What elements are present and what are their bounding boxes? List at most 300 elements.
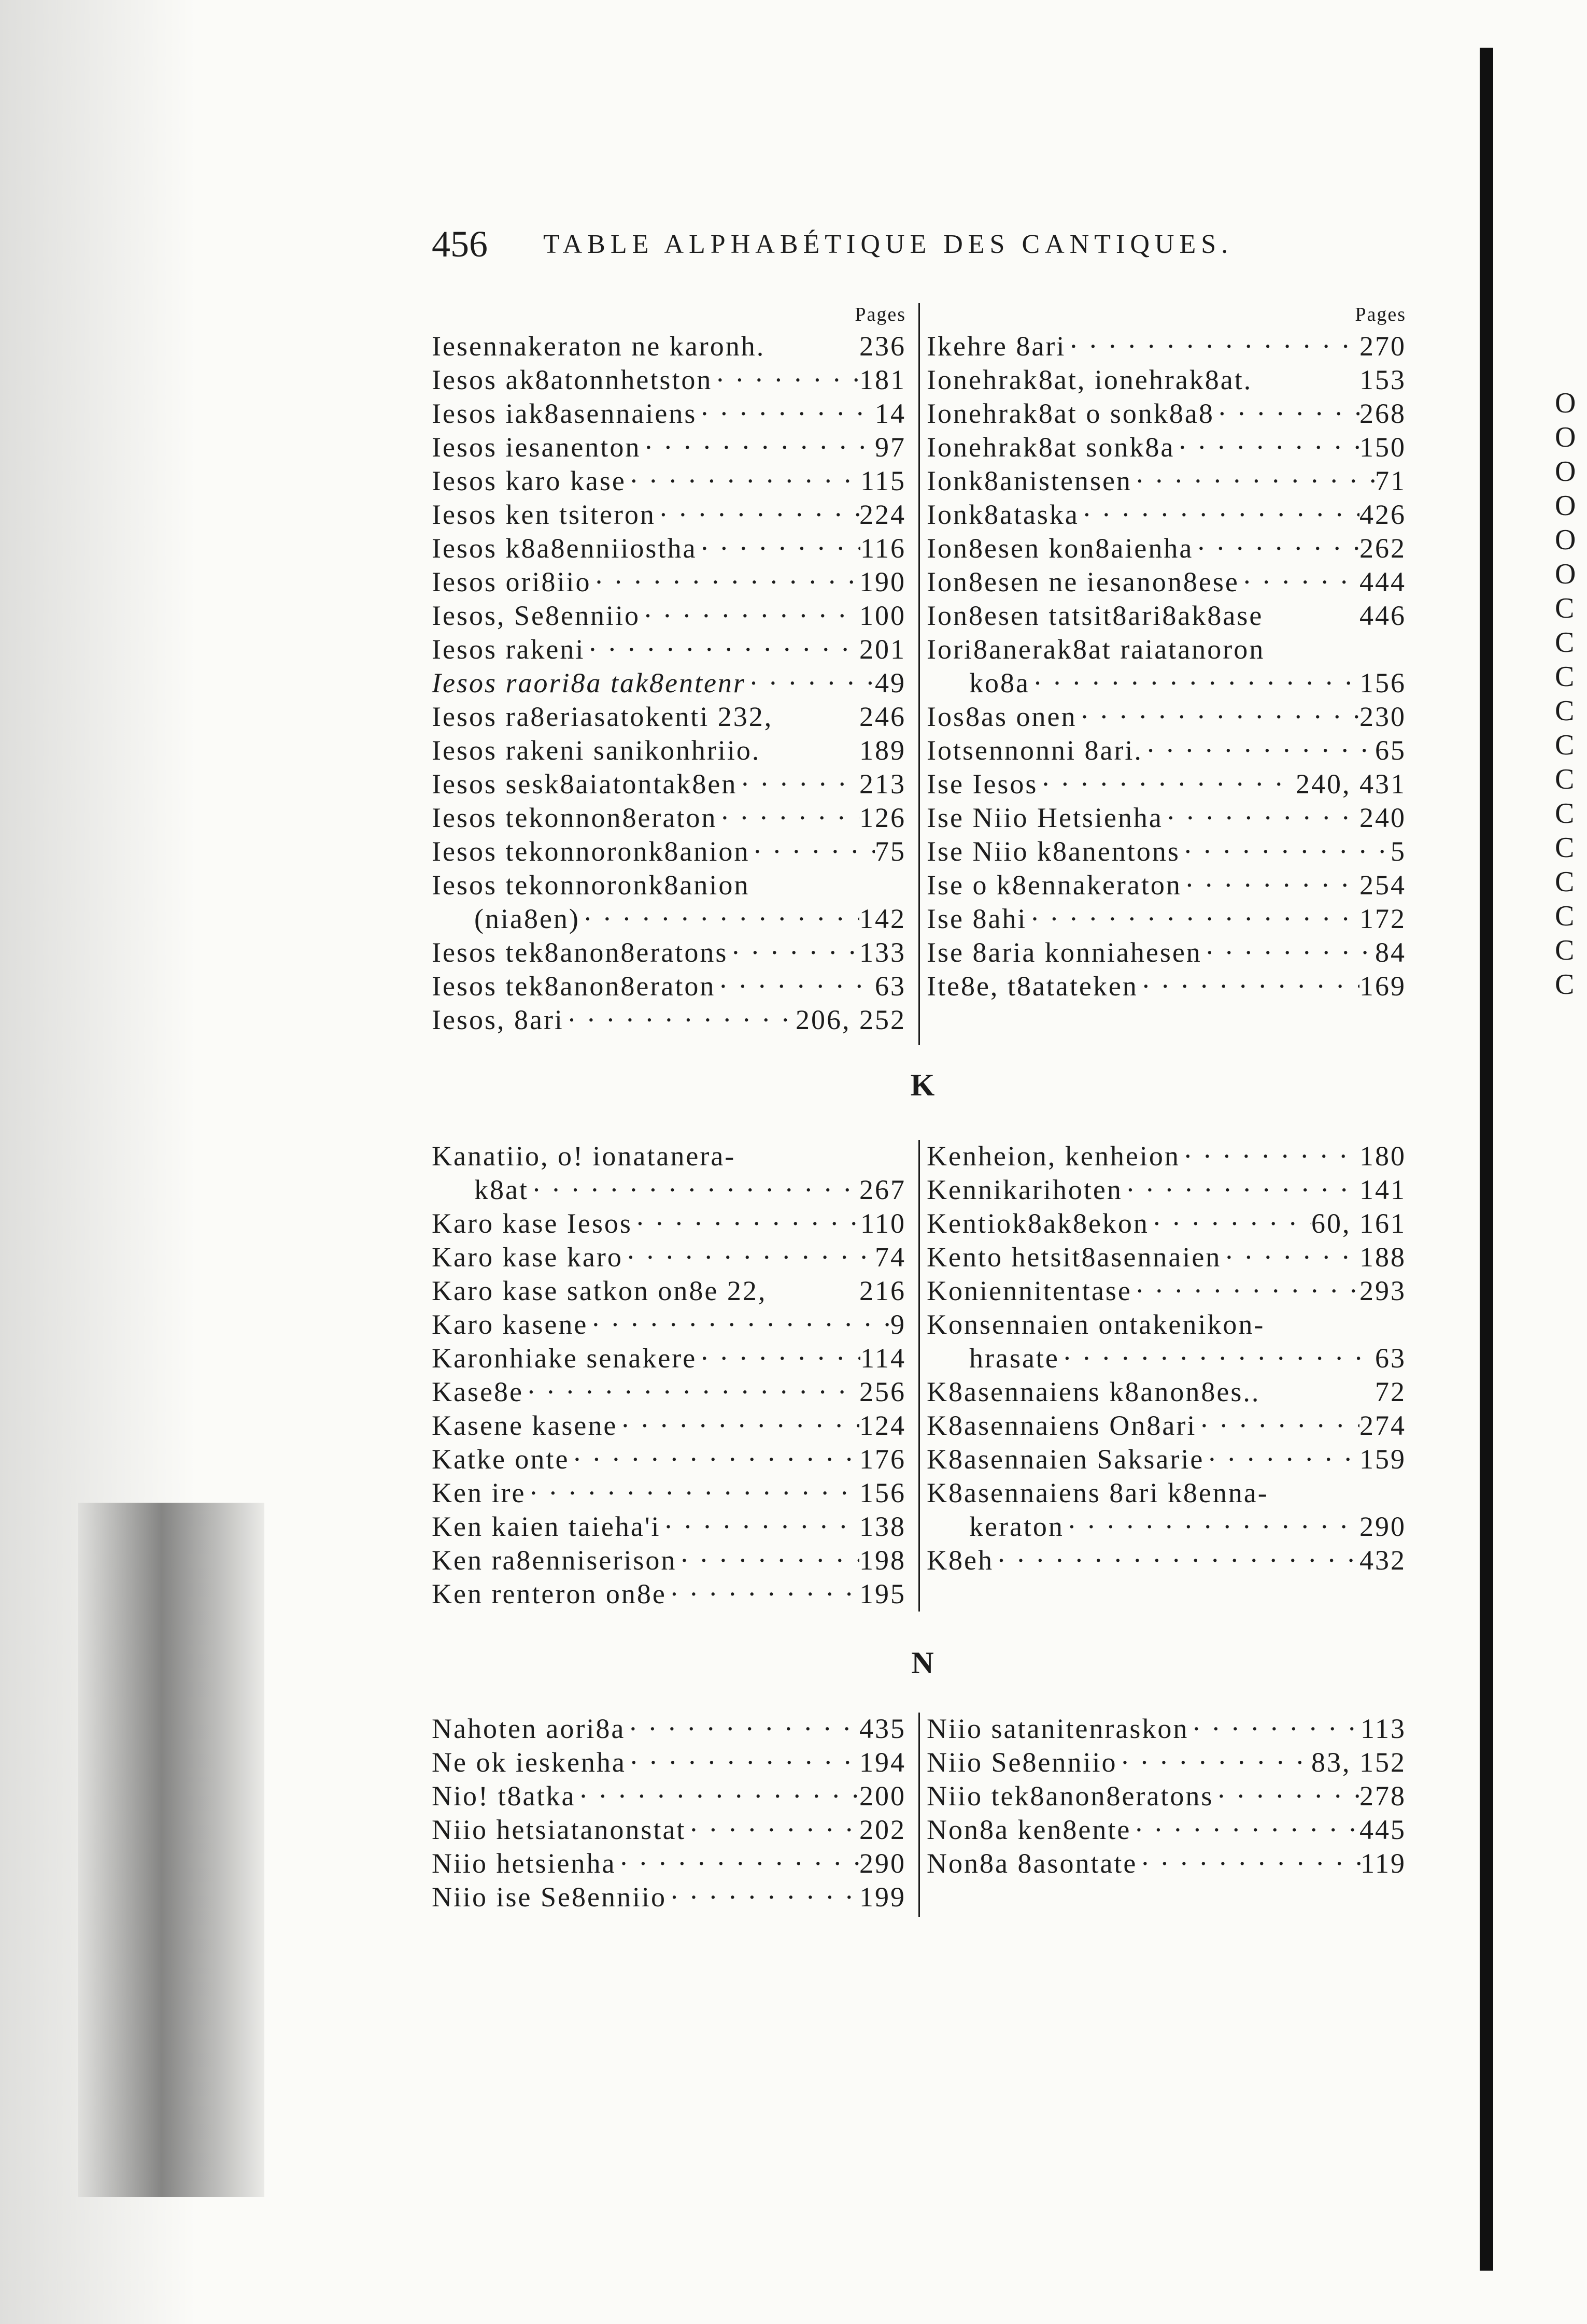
entry-pages: 256 xyxy=(859,1376,906,1407)
margin-letter: C xyxy=(1555,797,1575,830)
dot-leader xyxy=(994,1544,1359,1576)
entry-title: Iesos ra8eriasatokenti 232, xyxy=(432,701,773,732)
page-number: 456 xyxy=(432,223,488,265)
dot-leader xyxy=(737,768,859,800)
margin-letter: C xyxy=(1555,763,1575,795)
dot-leader xyxy=(616,1847,859,1879)
entry-title: K8eh xyxy=(927,1545,994,1576)
index-entry xyxy=(927,835,1406,869)
margin-letter: C xyxy=(1555,934,1575,966)
index-entry xyxy=(927,397,1406,431)
entry-pages: 150 xyxy=(1359,432,1406,463)
index-entry xyxy=(927,1780,1406,1814)
entry-title: Katke onte xyxy=(432,1444,570,1475)
section-letter-n: N xyxy=(911,1646,934,1680)
index-entry xyxy=(432,1174,906,1207)
entry-pages: 72 xyxy=(1375,1376,1406,1407)
index-entry xyxy=(927,903,1406,936)
entry-title: Iesos sesk8aiatontak8en xyxy=(432,768,738,800)
index-entry xyxy=(927,768,1406,802)
index-entry xyxy=(927,667,1406,701)
entry-title: Iesos ak8atonnhetston xyxy=(432,364,713,395)
entry-title: K8asennaiens k8anon8es.. xyxy=(927,1376,1260,1407)
dot-leader xyxy=(1239,566,1359,598)
entry-pages: 426 xyxy=(1359,499,1406,530)
entry-title: Iotsennonni 8ari. xyxy=(927,735,1143,766)
entry-pages: 14 xyxy=(875,398,906,429)
entry-pages: 432 xyxy=(1359,1545,1406,1576)
entry-pages: 65 xyxy=(1375,735,1406,766)
dot-leader xyxy=(749,835,875,867)
entry-pages: 115 xyxy=(860,465,906,496)
entry-pages: 181 xyxy=(859,364,906,395)
entry-pages: 290 xyxy=(859,1848,906,1879)
entry-title: ko8a xyxy=(969,667,1030,698)
entry-pages: 141 xyxy=(1359,1174,1406,1205)
entry-pages: 199 xyxy=(859,1881,906,1913)
entry-pages: 84 xyxy=(1375,937,1406,968)
dot-leader xyxy=(1038,768,1296,800)
entry-title: Ise Niio Hetsienha xyxy=(927,802,1163,833)
entry-title: Ken ra8enniserison xyxy=(432,1545,677,1576)
dot-leader xyxy=(626,465,860,497)
entry-title: Iesos karo kase xyxy=(432,465,626,496)
entry-pages: 138 xyxy=(859,1511,906,1542)
index-entry xyxy=(927,364,1406,397)
index-entry xyxy=(927,970,1406,1004)
entry-title: Niio ise Se8enniio xyxy=(432,1881,667,1913)
entry-pages: 49 xyxy=(875,667,906,698)
index-entry xyxy=(927,465,1406,498)
entry-pages: 293 xyxy=(1359,1275,1406,1306)
dot-leader xyxy=(1076,701,1359,733)
entry-pages: 230 xyxy=(1359,701,1406,732)
entry-title: Kennikarihoten xyxy=(927,1174,1123,1205)
pages-heading: Pages xyxy=(855,304,906,325)
dot-leader xyxy=(641,431,875,463)
entry-pages: 83, 152 xyxy=(1311,1747,1406,1778)
entry-pages: 74 xyxy=(875,1242,906,1273)
dot-leader xyxy=(717,802,859,834)
index-entry xyxy=(432,802,906,835)
entry-pages: 172 xyxy=(1359,903,1406,934)
entry-pages: 156 xyxy=(859,1477,906,1508)
entry-title: Nio! t8atka xyxy=(432,1780,576,1812)
index-entry xyxy=(432,667,906,701)
entry-title: Niio hetsiatanonstat xyxy=(432,1814,686,1845)
dot-leader xyxy=(656,498,859,531)
index-entry xyxy=(432,869,906,903)
index-entry xyxy=(432,532,906,566)
entry-pages: 216 xyxy=(859,1275,906,1306)
entry-pages: 278 xyxy=(1359,1780,1406,1812)
dot-leader xyxy=(1030,667,1359,699)
dot-leader xyxy=(585,633,859,665)
entry-title: Ikehre 8ari xyxy=(927,331,1066,362)
entry-pages: 445 xyxy=(1359,1814,1406,1845)
entry-title: Ken kaien taieha'i xyxy=(432,1511,661,1542)
index-entry xyxy=(432,397,906,431)
index-entry xyxy=(927,566,1406,600)
entry-title: Ise 8ahi xyxy=(927,903,1027,934)
dot-leader xyxy=(626,1746,859,1778)
scanned-page-edge xyxy=(0,0,280,2324)
entry-title: Koniennitentase xyxy=(927,1275,1132,1306)
entry-pages: 5 xyxy=(1391,836,1406,867)
entry-pages: 60, 161 xyxy=(1311,1208,1406,1239)
entry-pages: 198 xyxy=(859,1545,906,1576)
dot-leader xyxy=(1143,734,1375,766)
entry-pages: 110 xyxy=(860,1208,906,1239)
entry-title: Niio satanitenraskon xyxy=(927,1713,1189,1744)
entry-title: Ken ire xyxy=(432,1477,526,1508)
index-entry xyxy=(432,1241,906,1275)
entry-pages: 190 xyxy=(859,566,906,597)
dot-leader xyxy=(1174,431,1359,463)
dot-leader xyxy=(1182,869,1359,901)
index-entry xyxy=(432,936,906,970)
running-head xyxy=(432,223,1365,280)
entry-title: Iesos ken tsiteron xyxy=(432,499,656,530)
index-entry xyxy=(432,768,906,802)
entry-pages: 213 xyxy=(859,768,906,800)
dot-leader xyxy=(746,667,875,699)
index-entry xyxy=(432,1004,906,1037)
index-entry xyxy=(927,1746,1406,1780)
dot-leader xyxy=(1204,1443,1359,1475)
entry-title: Iesos tekonnoronk8anion xyxy=(432,836,750,867)
index-entry xyxy=(432,835,906,869)
index-entry xyxy=(927,734,1406,768)
entry-title: Iesos tekonnoronk8anion xyxy=(432,869,750,901)
entry-title: K8asennaiens 8ari k8enna- xyxy=(927,1477,1269,1508)
index-entry xyxy=(927,431,1406,465)
index-entry xyxy=(432,701,906,734)
dot-leader xyxy=(623,1241,875,1273)
index-entry xyxy=(432,431,906,465)
dot-leader xyxy=(1196,1409,1359,1442)
entry-title: Karo kase Iesos xyxy=(432,1208,632,1239)
index-entry xyxy=(927,1443,1406,1477)
index-entry xyxy=(927,1847,1406,1881)
index-entry xyxy=(432,633,906,667)
entry-title: Non8a ken8ente xyxy=(927,1814,1131,1845)
entry-title: Karo kase satkon on8e 22, xyxy=(432,1275,767,1306)
index-entry xyxy=(432,903,906,936)
entry-pages: 240 xyxy=(1359,802,1406,833)
entry-title: Ise 8aria konniahesen xyxy=(927,937,1202,968)
entry-pages: 75 xyxy=(875,836,906,867)
index-entry xyxy=(432,364,906,397)
dot-leader xyxy=(617,1409,859,1442)
margin-letter: C xyxy=(1555,661,1575,693)
entry-pages: 188 xyxy=(1359,1242,1406,1273)
index-column-n-right xyxy=(927,1713,1406,1881)
entry-pages: 114 xyxy=(860,1343,906,1374)
dot-leader xyxy=(1149,1207,1311,1239)
dot-leader xyxy=(697,397,875,430)
entry-pages: 262 xyxy=(1359,533,1406,564)
index-entry xyxy=(927,1275,1406,1308)
entry-pages: 202 xyxy=(859,1814,906,1845)
dot-leader xyxy=(715,970,875,1002)
entry-pages: 200 xyxy=(859,1780,906,1812)
entry-title: Iesos iesanenton xyxy=(432,432,641,463)
dot-leader xyxy=(569,1443,859,1475)
entry-pages: 206, 252 xyxy=(796,1004,906,1035)
entry-title: Ionk8ataska xyxy=(927,499,1079,530)
entry-title: Iesos raori8a tak8entenr xyxy=(432,667,746,698)
entry-pages: 270 xyxy=(1359,331,1406,362)
entry-pages: 97 xyxy=(875,432,906,463)
index-entry xyxy=(432,1713,906,1746)
right-margin-letters xyxy=(1555,386,1586,1002)
entry-title: Iori8anerak8at raiatanoron xyxy=(927,634,1265,665)
index-entry xyxy=(432,1140,906,1174)
dot-leader xyxy=(667,1578,859,1610)
index-entry xyxy=(432,734,906,768)
entry-pages: 254 xyxy=(1359,869,1406,901)
index-entry xyxy=(927,869,1406,903)
index-entry xyxy=(432,330,906,364)
entry-title: Karo kasene xyxy=(432,1309,588,1340)
entry-pages: 290 xyxy=(1359,1511,1406,1542)
margin-letter: C xyxy=(1555,695,1575,727)
index-entry xyxy=(432,1578,906,1612)
margin-letter: C xyxy=(1555,832,1575,864)
index-entry xyxy=(927,600,1406,633)
entry-pages: 119 xyxy=(1361,1848,1406,1879)
entry-title: Ion8esen kon8aienha xyxy=(927,533,1194,564)
dot-leader xyxy=(1132,1275,1359,1307)
entry-pages: 236 xyxy=(859,331,906,362)
margin-letter: O xyxy=(1555,490,1576,522)
entry-pages: 142 xyxy=(859,903,906,934)
entry-title: Niio tek8anon8eratons xyxy=(927,1780,1214,1812)
index-entry xyxy=(927,936,1406,970)
index-entry xyxy=(432,1746,906,1780)
index-entry xyxy=(927,1510,1406,1544)
entry-pages: 274 xyxy=(1359,1410,1406,1441)
index-entry xyxy=(927,633,1406,667)
entry-pages: 444 xyxy=(1359,566,1406,597)
dot-leader xyxy=(1163,802,1359,834)
dot-leader xyxy=(1131,1814,1359,1846)
index-entry xyxy=(927,1477,1406,1510)
dot-leader xyxy=(1138,970,1359,1002)
dot-leader xyxy=(1117,1746,1311,1778)
margin-letter: C xyxy=(1555,729,1575,761)
dot-leader xyxy=(728,936,859,968)
entry-pages: 9 xyxy=(890,1309,906,1340)
section-letter-k: K xyxy=(910,1068,935,1102)
dot-leader xyxy=(564,1004,796,1036)
entry-title: Iesos tekonnon8eraton xyxy=(432,802,717,833)
entry-pages: 63 xyxy=(1375,1343,1406,1374)
dot-leader xyxy=(1180,835,1391,867)
entry-title: hrasate xyxy=(969,1343,1059,1374)
column-divider xyxy=(918,1713,920,1917)
index-entry xyxy=(432,1510,906,1544)
entry-title: Ise Niio k8anentons xyxy=(927,836,1180,867)
entry-pages: 153 xyxy=(1359,364,1406,395)
index-entry xyxy=(432,1780,906,1814)
index-entry xyxy=(927,1241,1406,1275)
index-column-i-right xyxy=(927,303,1406,1004)
entry-pages: 195 xyxy=(859,1578,906,1609)
page-edge-bar xyxy=(1480,48,1493,2271)
index-entry xyxy=(432,1409,906,1443)
entry-title: Niio hetsienha xyxy=(432,1848,616,1879)
margin-letter: C xyxy=(1555,626,1575,659)
entry-pages: 126 xyxy=(859,802,906,833)
dot-leader xyxy=(640,600,859,632)
entry-title: Iesennakeraton ne karonh. xyxy=(432,331,766,362)
entry-pages: 189 xyxy=(859,735,906,766)
entry-pages: 133 xyxy=(859,937,906,968)
dot-leader xyxy=(575,1780,859,1812)
margin-letter: C xyxy=(1555,592,1575,624)
entry-title: K8asennaiens On8ari xyxy=(927,1410,1197,1441)
index-entry xyxy=(927,1308,1406,1342)
entry-title: Kanatiio, o! ionatanera- xyxy=(432,1140,736,1172)
index-column-i-left xyxy=(432,303,906,1037)
entry-title: Iesos, Se8enniio xyxy=(432,600,640,631)
entry-pages: 246 xyxy=(859,701,906,732)
column-divider xyxy=(918,1140,920,1612)
index-entry xyxy=(432,566,906,600)
entry-pages: 156 xyxy=(1359,667,1406,698)
dot-leader xyxy=(1193,532,1359,564)
entry-title: Karo kase karo xyxy=(432,1242,623,1273)
entry-title: Ionehrak8at o sonk8a8 xyxy=(927,398,1214,429)
dot-leader xyxy=(588,1308,890,1341)
dot-leader xyxy=(712,364,859,396)
dot-leader xyxy=(1123,1174,1359,1206)
index-entry xyxy=(927,498,1406,532)
dot-leader xyxy=(1132,465,1375,497)
index-entry xyxy=(927,1713,1406,1746)
entry-pages: 240, 431 xyxy=(1296,768,1406,800)
index-entry xyxy=(927,1207,1406,1241)
entry-pages: 435 xyxy=(859,1713,906,1744)
entry-title: Kasene kasene xyxy=(432,1410,618,1441)
entry-title: Iesos rakeni xyxy=(432,634,585,665)
entry-pages: 268 xyxy=(1359,398,1406,429)
entry-title: keraton xyxy=(969,1511,1064,1542)
dot-leader xyxy=(1213,1780,1359,1812)
entry-pages: 169 xyxy=(1359,971,1406,1002)
entry-title: Ionk8anistensen xyxy=(927,465,1132,496)
binding-shadow xyxy=(78,1503,264,2197)
dot-leader xyxy=(667,1881,859,1913)
dot-leader xyxy=(1202,936,1375,968)
margin-letter: O xyxy=(1555,421,1576,453)
index-entry xyxy=(432,1544,906,1578)
index-entry xyxy=(927,1409,1406,1443)
entry-title: (nia8en) xyxy=(474,903,580,934)
index-entry xyxy=(432,1881,906,1915)
dot-leader xyxy=(661,1510,859,1543)
dot-leader xyxy=(1188,1713,1361,1745)
margin-letter: O xyxy=(1555,524,1576,556)
entry-title: Non8a 8asontate xyxy=(927,1848,1138,1879)
dot-leader xyxy=(1214,397,1359,430)
index-entry xyxy=(432,1443,906,1477)
entry-title: Kento hetsit8asennaien xyxy=(927,1242,1222,1273)
index-entry xyxy=(432,498,906,532)
dot-leader xyxy=(676,1544,859,1576)
index-entry xyxy=(927,532,1406,566)
margin-letter: O xyxy=(1555,558,1576,590)
dot-leader xyxy=(1221,1241,1359,1273)
entry-title: Ken renteron on8e xyxy=(432,1578,667,1609)
index-entry xyxy=(927,330,1406,364)
dot-leader xyxy=(529,1174,859,1206)
entry-title: Iesos, 8ari xyxy=(432,1004,564,1035)
index-column-n-left xyxy=(432,1713,906,1915)
entry-pages: 201 xyxy=(859,634,906,665)
column-divider xyxy=(918,303,920,1045)
dot-leader xyxy=(526,1477,859,1509)
dot-leader xyxy=(591,566,859,598)
entry-title: Iesos rakeni sanikonhriio. xyxy=(432,735,761,766)
index-entry xyxy=(927,1140,1406,1174)
entry-title: Kenheion, kenheion xyxy=(927,1140,1180,1172)
entry-pages: 267 xyxy=(859,1174,906,1205)
entry-title: Ite8e, t8atateken xyxy=(927,971,1138,1002)
entry-pages: 194 xyxy=(859,1747,906,1778)
entry-title: Ion8esen ne iesanon8ese xyxy=(927,566,1239,597)
entry-pages: 71 xyxy=(1375,465,1406,496)
dot-leader xyxy=(1137,1847,1361,1879)
entry-pages: 113 xyxy=(1361,1713,1406,1744)
margin-letter: O xyxy=(1555,387,1576,419)
dot-leader xyxy=(632,1207,860,1239)
dot-leader xyxy=(1027,903,1359,935)
dot-leader xyxy=(697,532,860,564)
index-entry xyxy=(927,701,1406,734)
entry-pages: 159 xyxy=(1359,1444,1406,1475)
entry-title: Ne ok ieskenha xyxy=(432,1747,626,1778)
entry-title: Niio Se8enniio xyxy=(927,1747,1117,1778)
entry-title: Iesos tek8anon8eratons xyxy=(432,937,728,968)
entry-title: Iesos tek8anon8eraton xyxy=(432,971,716,1002)
entry-title: Kase8e xyxy=(432,1376,523,1407)
entry-title: k8at xyxy=(474,1174,529,1205)
index-entry xyxy=(927,1342,1406,1376)
entry-title: Karonhiake senakere xyxy=(432,1343,697,1374)
dot-leader xyxy=(580,903,859,935)
index-entry xyxy=(432,600,906,633)
entry-title: Ionehrak8at sonk8a xyxy=(927,432,1175,463)
page-title: TABLE ALPHABÉTIQUE DES CANTIQUES. xyxy=(543,230,1234,259)
entry-title: Nahoten aori8a xyxy=(432,1713,626,1744)
index-entry xyxy=(927,1544,1406,1578)
entry-pages: 176 xyxy=(859,1444,906,1475)
entry-pages: 63 xyxy=(875,971,906,1002)
index-entry xyxy=(432,1376,906,1409)
index-entry xyxy=(432,1342,906,1376)
entry-pages: 446 xyxy=(1359,600,1406,631)
index-entry xyxy=(927,802,1406,835)
dot-leader xyxy=(523,1376,859,1408)
index-entry xyxy=(432,1207,906,1241)
entry-pages: 180 xyxy=(1359,1140,1406,1172)
entry-title: K8asennaien Saksarie xyxy=(927,1444,1205,1475)
dot-leader xyxy=(1059,1342,1375,1374)
entry-title: Ise o k8ennakeraton xyxy=(927,869,1182,901)
